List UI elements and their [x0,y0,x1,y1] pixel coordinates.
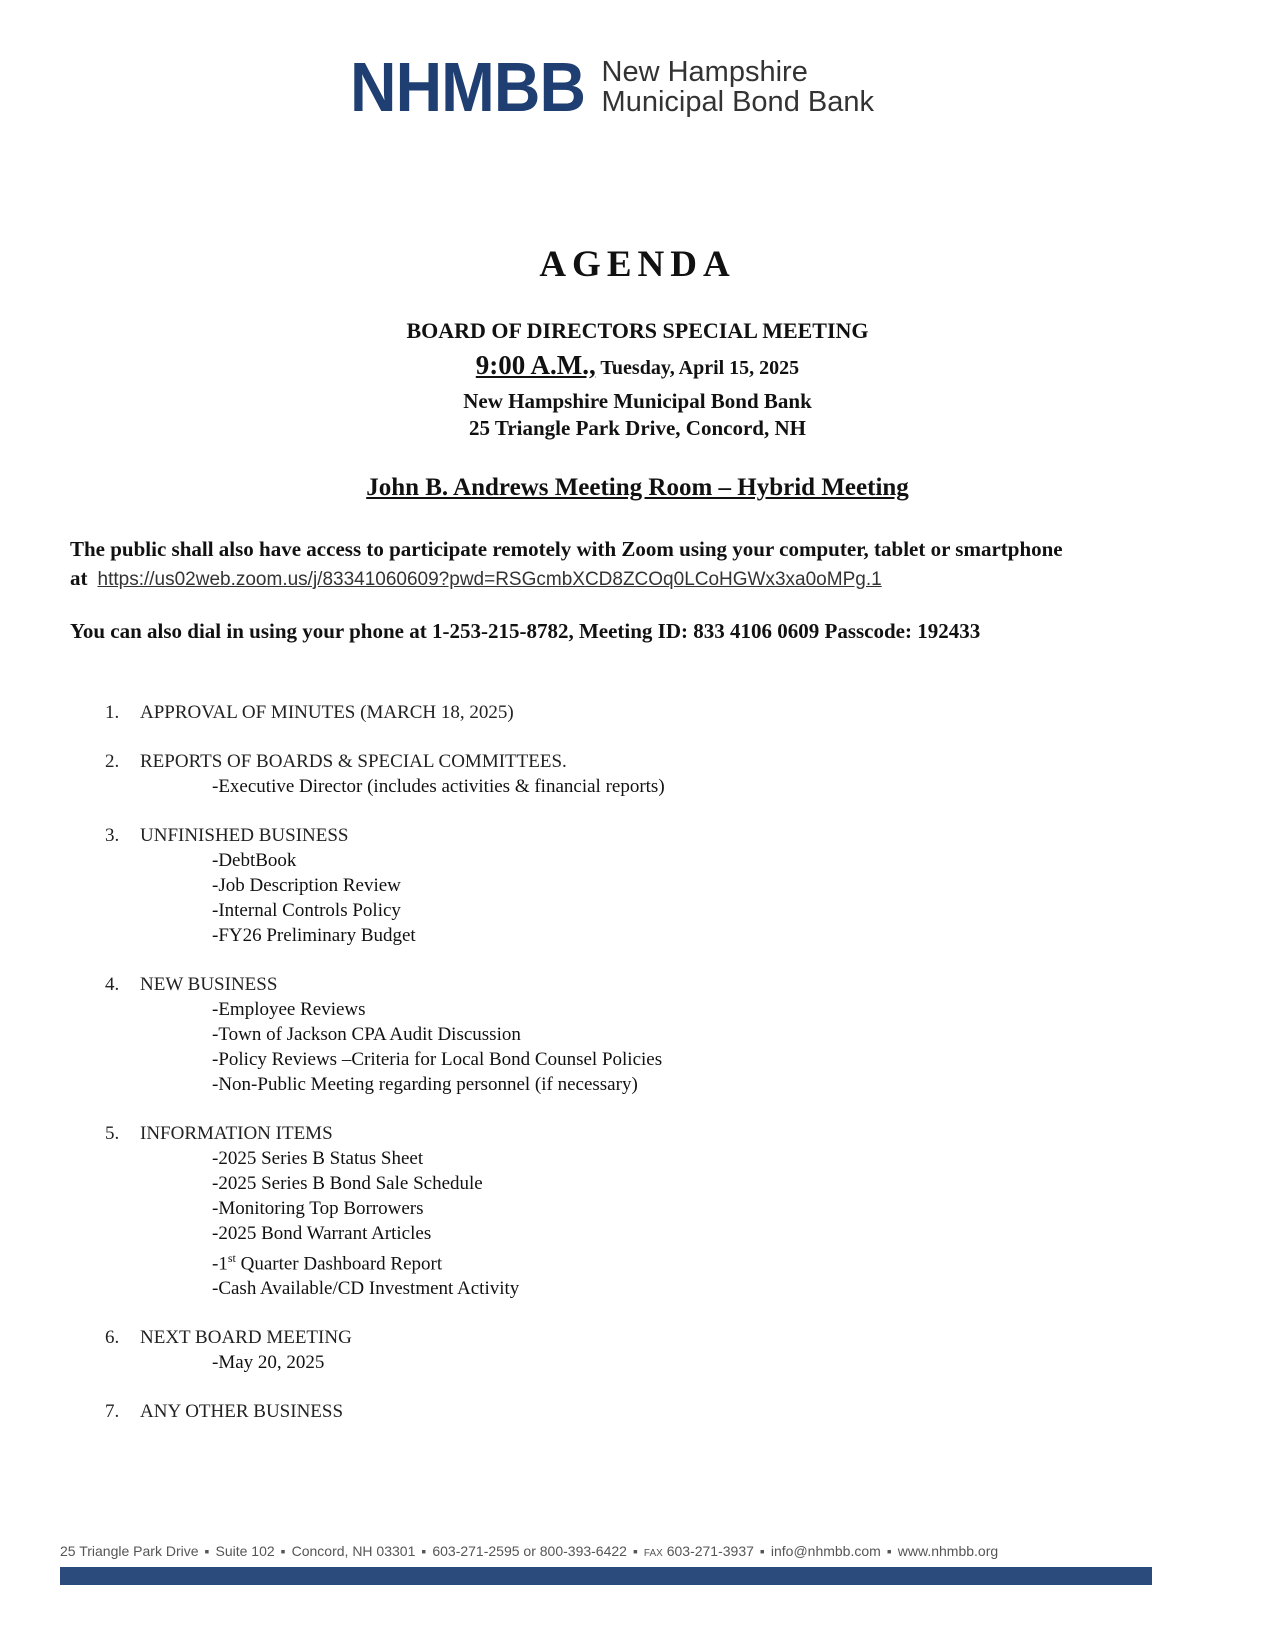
agenda-item-number: 2. [105,751,120,772]
agenda-subitem: -Monitoring Top Borrowers [212,1198,424,1219]
agenda-list [105,700,1105,1424]
agenda-subitem: -May 20, 2025 [212,1352,325,1374]
agenda-item-row [105,972,1105,997]
meeting-time-line [0,350,1275,381]
bullet-icon: ▪ [886,1543,892,1559]
meeting-type: BOARD OF DIRECTORS SPECIAL MEETING [406,318,869,343]
zoom-text: The public shall also have access to participate remotely with Zoom using your computer, tablet or smartphone at [70,537,1063,590]
agenda-subitem: -2025 Series B Status Sheet [212,1148,424,1169]
footer-suite: Suite 102 [215,1543,275,1559]
agenda-item-number: 5. [105,1123,120,1144]
agenda-subitem: -Employee Reviews [212,999,366,1020]
meeting-time: 9:00 A.M., [475,350,596,380]
agenda-subitem: -Policy Reviews –Criteria for Local Bond Counsel Policies [212,1049,663,1070]
agenda-item-number: 1. [105,702,120,723]
bullet-icon: ▪ [421,1543,427,1559]
organization-address: 25 Triangle Park Drive, Concord, NH [469,416,806,440]
bullet-icon: ▪ [280,1543,286,1559]
footer-phone: 603-271-2595 or 800-393-6422 [432,1543,627,1559]
agenda-item-row [105,823,1105,848]
nhmbb-logo [350,48,874,126]
agenda-item [105,823,1105,948]
agenda-subitem: -Job Description Review [212,875,401,896]
agenda-subitem: -Executive Director (includes activities & financial reports) [212,776,665,797]
footer-website[interactable]: www.nhmbb.org [897,1543,999,1559]
agenda-item [105,749,1105,799]
footer-email[interactable]: info@nhmbb.com [770,1543,881,1559]
agenda-item-row [105,1399,1105,1424]
agenda-item-number: 3. [105,825,120,846]
agenda-subitem: -Town of Jackson CPA Audit Discussion [212,1024,521,1045]
agenda-item-number: 6. [105,1327,120,1349]
agenda-item-title: INFORMATION ITEMS [140,1123,333,1144]
agenda-item [105,972,1105,1097]
agenda-item-row [105,1121,1105,1146]
agenda-item-title: NEW BUSINESS [140,974,278,995]
agenda-subitem: -2025 Bond Warrant Articles [212,1223,432,1244]
agenda-subitem: -Internal Controls Policy [212,900,401,921]
agenda-item [105,700,1105,725]
footer-fax-label: FAX [643,1548,663,1559]
footer-city: Concord, NH 03301 [291,1543,416,1559]
agenda-item-title: ANY OTHER BUSINESS [140,1401,344,1423]
agenda-item-title: APPROVAL OF MINUTES (MARCH 18, 2025) [140,702,514,723]
agenda-item-row [105,1325,1105,1350]
agenda-subitem: -DebtBook [212,850,297,871]
agenda-item [105,1121,1105,1301]
meeting-date: Tuesday, April 15, 2025 [600,357,800,379]
organization-name: New Hampshire Municipal Bond Bank [463,389,812,413]
agenda-item-row [105,700,1105,725]
agenda-subitem: -Cash Available/CD Investment Activity [212,1278,520,1300]
agenda-subitem: -FY26 Preliminary Budget [212,925,416,946]
agenda-item [105,1325,1105,1375]
logo-line-2: Municipal Bond Bank [601,86,874,118]
logo-line-1: New Hampshire [601,56,808,88]
agenda-item-number: 4. [105,974,120,995]
zoom-link[interactable]: https://us02web.zoom.us/j/83341060609?pwd=RSGcmbXCD8ZCOq0LCoHGWx3xa0oMPg.1 [97,569,882,590]
agenda-subitem: -2025 Series B Bond Sale Schedule [212,1173,483,1194]
agenda-item-number: 7. [105,1401,120,1423]
agenda-subitem: -1st Quarter Dashboard Report [212,1251,443,1275]
logo-text [602,57,874,117]
footer-contact [60,1543,1160,1559]
agenda-subitem: -Non-Public Meeting regarding personnel (if necessary) [212,1074,638,1095]
agenda-item-title: UNFINISHED BUSINESS [140,825,349,846]
footer-fax: 603-271-3937 [666,1543,754,1559]
meeting-room: John B. Andrews Meeting Room – Hybrid Meeting [366,474,909,501]
footer-address: 25 Triangle Park Drive [60,1543,199,1559]
bullet-icon: ▪ [204,1543,210,1559]
agenda-item [105,1399,1105,1424]
agenda-item-row [105,749,1105,774]
footer-bar [60,1567,1152,1585]
bullet-icon: ▪ [759,1543,765,1559]
agenda-item-title: REPORTS OF BOARDS & SPECIAL COMMITTEES. [140,751,567,772]
zoom-paragraph [70,535,1220,594]
agenda-item-title: NEXT BOARD MEETING [140,1327,352,1349]
dial-in-paragraph: You can also dial in using your phone at 1-253-215-8782, Meeting ID: 833 4106 0609 Passcode: 192433 [70,619,981,643]
bullet-icon: ▪ [632,1543,638,1559]
page-title: AGENDA [539,244,736,285]
logo-mark: NHMBB [350,48,586,126]
